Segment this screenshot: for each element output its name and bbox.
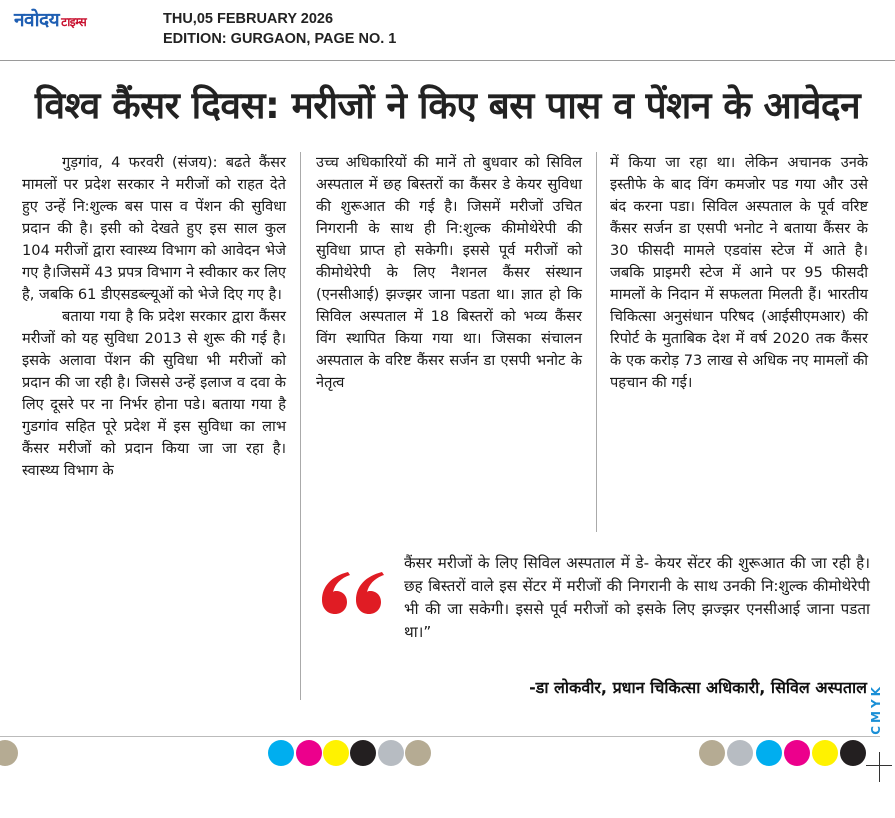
date-line: THU,05 FEBRUARY 2026 [163, 11, 334, 27]
logo-sub: टाइम्स [61, 15, 87, 29]
cyan-color-dot [756, 740, 782, 766]
crop-mark [866, 765, 892, 766]
newspaper-logo [14, 6, 86, 32]
logo-main: नवोदय [14, 9, 60, 31]
top-divider [0, 60, 895, 61]
paragraph: उच्च अधिकारियों की मानें तो बुधवार को सिविल अस्पताल में छह बिस्तरों का कैंसर डे केयर सुविधा की शुरूआत की गई है। जिसमें मरीजों उचित निगरानी के साथ ही नि:शुल्क कीमोथेरेपी की सुविधा प्राप्त हो सकेगी। इससे पूर्व मरीजों को कीमोथेरेपी के लिए नैशनल कैंसर संस्थान (एनसीआई) झज्झर जाना पडता था। ज्ञात हो कि सिविल अस्पताल में 18 बिस्तरों को भव्य कैंसर विंग स्थापित किया गया था। जिसका संचालन अस्पताल के वरिष्ट कैंसर सर्जन डा एसपी भनोट के नेतृत्व [316, 154, 582, 391]
article-column-1 [22, 152, 286, 482]
silver-color-dot [727, 740, 753, 766]
black-color-dot [350, 740, 376, 766]
quote-mark-icon [318, 566, 384, 616]
article-column-3 [610, 152, 868, 394]
tan-color-dot [405, 740, 431, 766]
edition-info [163, 9, 396, 49]
article-headline: विश्व कैंसर दिवस: मरीजों ने किए बस पास व पेंशन के आवेदन [34, 84, 861, 127]
edition-line: EDITION: GURGAON, PAGE NO. 1 [163, 31, 397, 47]
header-bar [0, 0, 895, 56]
registration-dot [0, 740, 18, 766]
tan-color-dot [699, 740, 725, 766]
column-divider [596, 152, 597, 532]
paragraph: बताया गया है कि प्रदेश सरकार द्वारा कैंसर मरीजों को यह सुविधा 2013 से शुरू की गई है। इसके अलावा पेंशन की सुविधा भी मरीजों को प्रदान की जा रही है। जिससे उन्हें इलाज व दवा के लिए दूसरे पर ना निर्भर होना पडे। बताया गया है गुडगांव सहित पूरे प्रदेश में इस सुविधा का लाभ कैंसर मरीजों को प्रदान किया जा जा रहा है। स्वास्थ्य विभाग के [22, 308, 286, 479]
crop-mark [879, 752, 880, 782]
cmyk-mark: CMYK [869, 684, 883, 735]
magenta-color-dot [296, 740, 322, 766]
yellow-color-dot [812, 740, 838, 766]
column-divider [300, 152, 301, 700]
bottom-divider [0, 736, 880, 737]
magenta-color-dot [784, 740, 810, 766]
quote-attribution: -डा लोकवीर, प्रधान चिकित्सा अधिकारी, सिविल अस्पताल [529, 678, 867, 697]
silver-color-dot [378, 740, 404, 766]
cyan-color-dot [268, 740, 294, 766]
pull-quote: कैंसर मरीजों के लिए सिविल अस्पताल में डे- केयर सेंटर की शुरूआत की जा रही है। छह बिस्तरों वाले इस सेंटर में मरीजों की निगरानी के साथ उनकी नि:शुल्क कीमोथेरेपी भी की जा सकेगी। इससे पूर्व मरीजों को इसके लिए झज्झर एनसीआई जाना पडता था।” [404, 554, 870, 641]
paragraph: में किया जा रहा था। लेकिन अचानक उनके इस्तीफे के बाद विंग कमजोर पड गया और उसे बंद करना पडा। सिविल अस्पताल के पूर्व वरिष्ट कैंसर सर्जन डा एसपी भनोट ने बताया कैंसर के 30 फीसदी मामले एडवांस स्टेज में आते है।जबकि प्राइमरी स्टेज में आने पर 95 फीसदी मामलों के निदान में सफलता मिलती हैं। भारतीय चिकित्सा अनुसंधान परिषद (आईसीएमआर) की रिपोर्ट के मुताबिक देश में वर्ष 2020 तक कैंसर के एक करोड़ 73 लाख से अधिक नए मामलों की पहचान की गई। [610, 154, 868, 391]
yellow-color-dot [323, 740, 349, 766]
black-color-dot [840, 740, 866, 766]
paragraph: गुड़गांव, 4 फरवरी (संजय): बढते कैंसर मामलों पर प्रदेश सरकार ने मरीजों को राहत देते हुए उन्हें नि:शुल्क बस पास व पेंशन की सुविधा प्रदान की है। इसी को देखते हुए इस साल कुल 104 मरीजों द्वारा स्वास्थ्य विभाग को आवेदन भेजे गए है।जिसमें 43 प्रपत्र विभाग ने स्वीकार कर लिए है, जबकि 61 डीएसडब्ल्यूओं को भेजे दिए गए है। [22, 154, 286, 303]
article-column-2 [316, 152, 582, 394]
